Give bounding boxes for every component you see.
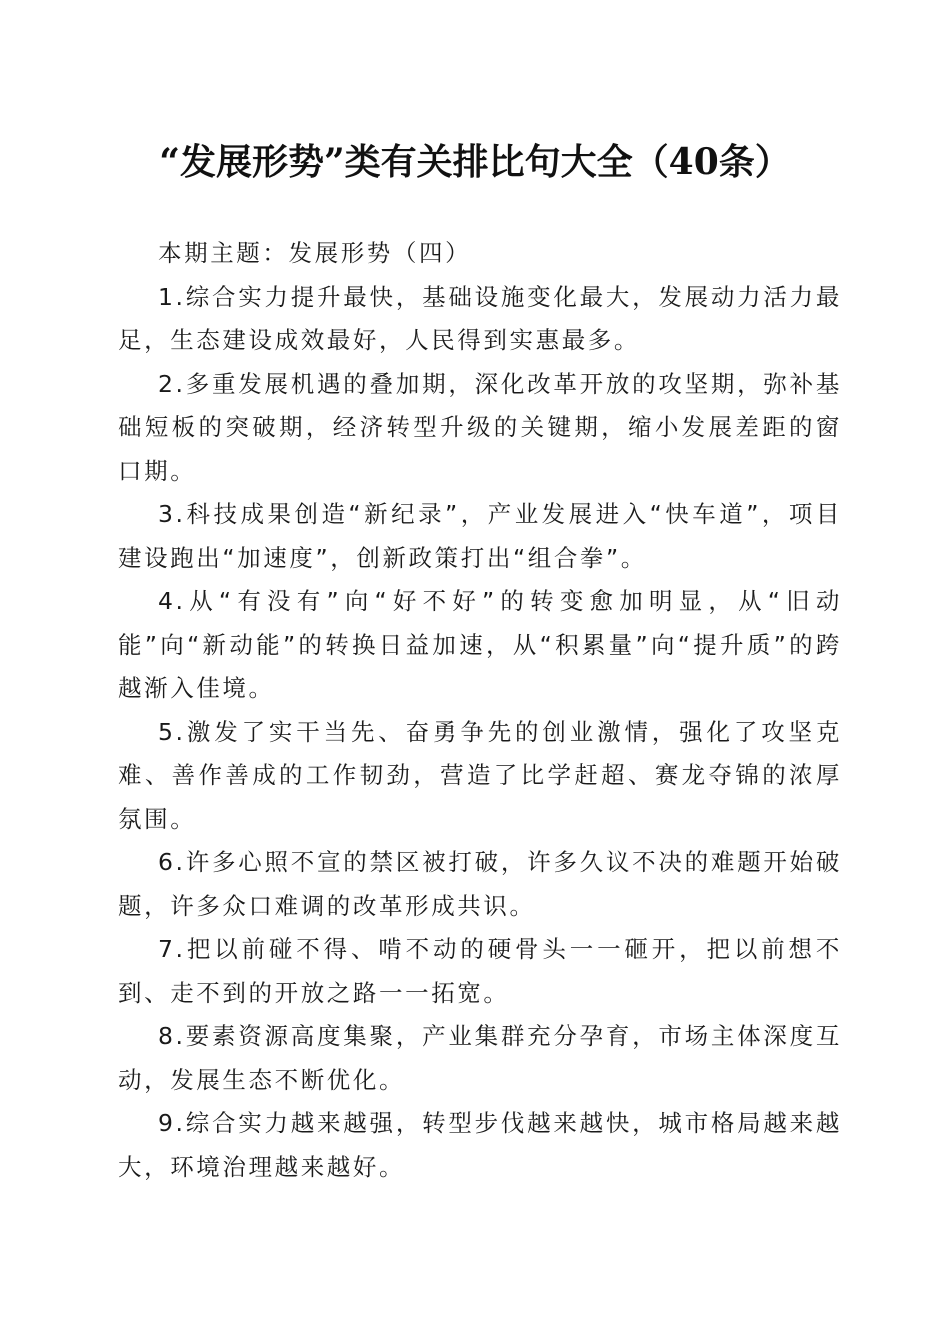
- list-item: 3.科技成果创造“新纪录”，产业发展进入“快车道”，项目建设跑出“加速度”，创新政策打出“组合拳”。: [118, 500, 842, 572]
- list-item: 4.从“有没有”向“好不好”的转变愈加明显，从“旧动能”向“新动能”的转换日益加速，从“积累量”向“提升质”的跨越渐入佳境。: [118, 587, 842, 702]
- list-item: 6.许多心照不宣的禁区被打破，许多久议不决的难题开始破题，许多众口难调的改革形成共识。: [118, 848, 842, 920]
- list-item: 7.把以前碰不得、啃不动的硬骨头一一砸开，把以前想不到、走不到的开放之路一一拓宽。: [118, 935, 842, 1007]
- list-item: 8.要素资源高度集聚，产业集群充分孕育，市场主体深度互动，发展生态不断优化。: [118, 1022, 842, 1094]
- document-title: “发展形势”类有关排比句大全（40条）: [159, 141, 791, 183]
- document-body: [118, 232, 842, 1189]
- list-item: 1.综合实力提升最快，基础设施变化最大，发展动力活力最足，生态建设成效最好，人民得到实惠最多。: [118, 282, 842, 354]
- list-item: 5.激发了实干当先、奋勇争先的创业激情，强化了攻坚克难、善作善成的工作韧劲，营造了比学赶超、赛龙夺锦的浓厚氛围。: [118, 717, 842, 833]
- document-subtitle: 本期主题：发展形势（四）: [158, 239, 472, 267]
- list-item: 2.多重发展机遇的叠加期，深化改革开放的攻坚期，弥补基础短板的突破期，经济转型升级的关键期，缩小发展差距的窗口期。: [118, 369, 842, 485]
- list-item: 9.综合实力越来越强，转型步伐越来越快，城市格局越来越大，环境治理越来越好。: [118, 1109, 842, 1181]
